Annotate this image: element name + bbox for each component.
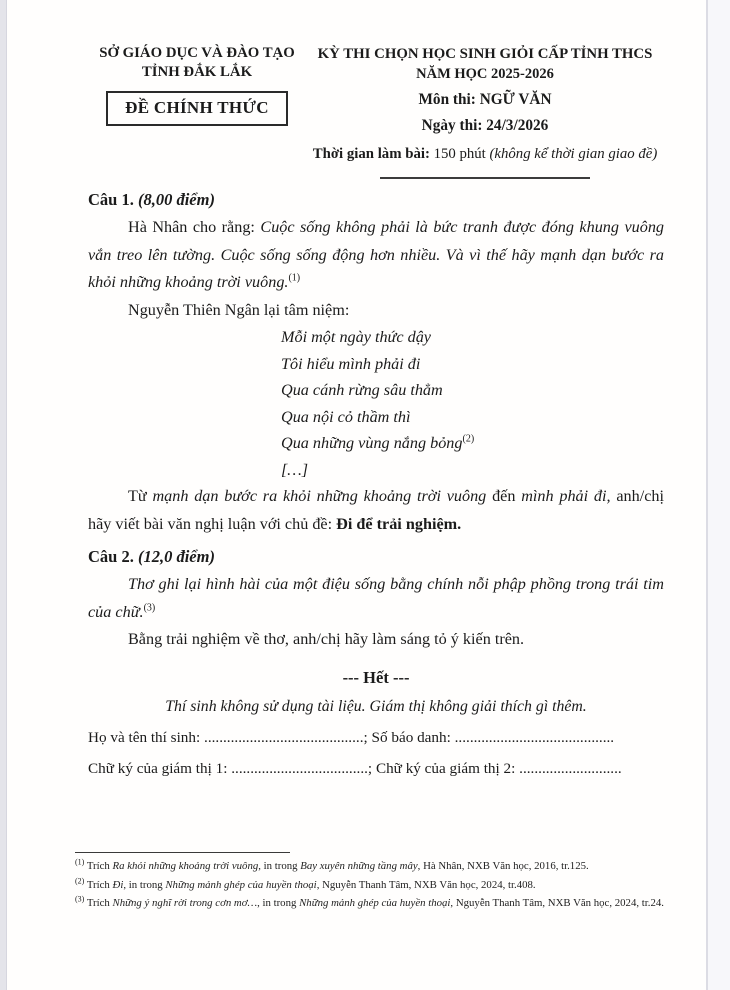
poem-line-text: Qua những vùng nắng bỏng bbox=[281, 434, 463, 452]
footnote-mid: , in trong bbox=[258, 860, 301, 872]
exam-info-block bbox=[306, 44, 664, 179]
candidate-info-line bbox=[88, 729, 664, 747]
proctor2-fill-line: ........................... bbox=[519, 759, 622, 777]
subject-label: Môn thi: bbox=[418, 91, 476, 108]
footnote-ref-2: (2) bbox=[462, 433, 475, 445]
official-exam-box bbox=[106, 91, 288, 126]
question1-poem bbox=[281, 324, 664, 483]
issuing-authority-line1: SỞ GIÁO DỤC VÀ ĐÀO TẠO bbox=[99, 45, 295, 61]
candidate-number-label: Số báo danh: bbox=[371, 728, 455, 746]
footnote-marker-1: (1) bbox=[75, 857, 85, 867]
question2-task: Bằng trải nghiệm về thơ, anh/chị hãy làm sáng tỏ ý kiến trên. bbox=[128, 630, 525, 648]
footnotes-block bbox=[75, 852, 723, 913]
exam-body bbox=[88, 186, 664, 778]
task-quote1: mạnh dạn bước ra khỏi những khoảng trời vuông bbox=[152, 487, 487, 505]
candidate-number-fill-line: .......................................... bbox=[454, 728, 615, 746]
question1-task-paragraph bbox=[88, 483, 664, 538]
footnote-mid: , in trong bbox=[123, 878, 166, 891]
exam-rules-note: Thí sinh không sử dụng tài liệu. Giám thị không giải thích gì thêm. bbox=[165, 697, 587, 715]
footnote-collection-title: Bay xuyên những tầng mây bbox=[300, 860, 418, 872]
footnote-1 bbox=[75, 857, 723, 876]
footnote-mid: , in trong bbox=[257, 897, 300, 909]
header-divider-rule bbox=[380, 177, 590, 179]
exam-title-line1: KỲ THI CHỌN HỌC SINH GIỎI CẤP TỈNH THCS bbox=[317, 46, 653, 62]
exam-date-label: Ngày thi: bbox=[421, 117, 483, 134]
poem-line: Qua cánh rừng sâu thẳm bbox=[281, 381, 443, 399]
exam-title-line2: NĂM HỌC 2025-2026 bbox=[416, 66, 554, 82]
issuing-authority-block bbox=[88, 44, 306, 179]
exam-duration-line bbox=[306, 144, 664, 164]
exam-date-line bbox=[306, 116, 664, 136]
proctor-signature-line bbox=[88, 760, 664, 778]
footnote-citation: , Nguyễn Thanh Tâm, NXB Văn học, 2024, tr.24. bbox=[450, 897, 664, 909]
separator: ; bbox=[363, 728, 372, 746]
question2-points: (12,0 điểm) bbox=[137, 547, 215, 566]
footnote-citation: , Hà Nhân, NXB Văn học, 2016, tr.125. bbox=[417, 860, 589, 872]
footnote-prefix: Trích bbox=[84, 878, 113, 891]
question1-heading bbox=[88, 186, 664, 214]
task-topic: Đi để trải nghiệm. bbox=[336, 514, 462, 533]
question2-heading bbox=[88, 543, 664, 571]
exam-header bbox=[88, 44, 664, 179]
exam-date-value: 24/3/2026 bbox=[486, 117, 549, 134]
duration-value: 150 phút bbox=[433, 146, 486, 162]
footnote-work-title: Ra khỏi những khoảng trời vuông bbox=[112, 860, 259, 872]
exam-subject-line bbox=[306, 90, 664, 110]
page-edge-right bbox=[706, 0, 730, 990]
subject-value: NGỮ VĂN bbox=[479, 91, 552, 108]
issuing-authority-line2: TỈNH ĐẮK LẮK bbox=[141, 64, 253, 80]
footnote-collection-title: Những mảnh ghép của huyền thoại bbox=[165, 878, 317, 891]
page-content bbox=[88, 44, 664, 778]
end-marker: --- Hết --- bbox=[342, 667, 410, 687]
question1-intro-quote: Cuộc sống không phải là bức tranh được đóng khung vuông vắn treo lên tường. Cuộc sống sống động hơn nhiều. Và vì thế hãy mạnh dạn bước ra khỏi những khoảng trời vuông. bbox=[88, 218, 665, 291]
question1-intro-plain: Hà Nhân cho rằng: bbox=[128, 218, 255, 236]
footnote-ref-1: (1) bbox=[288, 272, 301, 284]
footnote-separator-rule bbox=[75, 852, 290, 853]
poem-line: Qua nội cỏ thầm thì bbox=[281, 407, 411, 426]
question1-points: (8,00 điểm) bbox=[137, 190, 215, 209]
poem-ellipsis: […] bbox=[281, 460, 308, 479]
footnote-marker-3: (3) bbox=[75, 894, 85, 904]
task-mid: đến bbox=[492, 487, 516, 505]
task-rest: anh/chị hãy viết bài văn nghị luận với chủ đề: bbox=[88, 487, 665, 533]
official-exam-label: ĐỀ CHÍNH THỨC bbox=[125, 98, 269, 117]
proctor2-label: Chữ ký của giám thị 2: bbox=[375, 759, 520, 777]
question2-quote: Thơ ghi lại hình hài của một điệu sống bằng chính nỗi phập phồng trong trái tim của chữ. bbox=[88, 575, 664, 621]
poem-line: Mỗi một ngày thức dậy bbox=[281, 328, 431, 346]
footnote-citation: , Nguyễn Thanh Tâm, NXB Văn học, 2024, tr.408. bbox=[316, 878, 536, 891]
footnote-prefix: Trích bbox=[84, 897, 113, 909]
task-quote2: mình phải đi, bbox=[521, 487, 611, 505]
footnote-work-title: Đi bbox=[112, 878, 124, 891]
candidate-name-fill-line: .......................................... bbox=[204, 728, 364, 746]
question2-quote-paragraph bbox=[88, 571, 664, 626]
proctor1-label: Chữ ký của giám thị 1: bbox=[88, 759, 232, 777]
poem-line: Tôi hiểu mình phải đi bbox=[281, 354, 421, 373]
duration-label: Thời gian làm bài: bbox=[312, 146, 430, 162]
duration-note: (không kể thời gian giao đề) bbox=[489, 146, 658, 162]
footnote-2 bbox=[75, 876, 723, 895]
question1-intro-paragraph bbox=[88, 214, 664, 297]
poem-line bbox=[281, 430, 664, 457]
footnote-work-title: Những ý nghĩ rời trong cơn mơ… bbox=[112, 897, 258, 909]
question2-label: Câu 2. bbox=[88, 547, 134, 566]
candidate-name-label: Họ và tên thí sinh: bbox=[88, 728, 205, 746]
proctor1-fill-line: .................................... bbox=[231, 759, 368, 777]
footnote-marker-2: (2) bbox=[75, 875, 85, 885]
footnote-prefix: Trích bbox=[84, 860, 113, 872]
footnote-ref-3: (3) bbox=[143, 602, 156, 614]
question1-poet-intro: Nguyễn Thiên Ngân lại tâm niệm: bbox=[128, 300, 350, 319]
task-prefix: Từ bbox=[128, 487, 147, 505]
question1-label: Câu 1. bbox=[88, 190, 134, 209]
footnote-3 bbox=[75, 894, 723, 913]
separator: ; bbox=[367, 759, 376, 777]
footnote-collection-title: Những mảnh ghép của huyền thoại bbox=[299, 897, 451, 909]
page-edge-left bbox=[0, 0, 7, 990]
